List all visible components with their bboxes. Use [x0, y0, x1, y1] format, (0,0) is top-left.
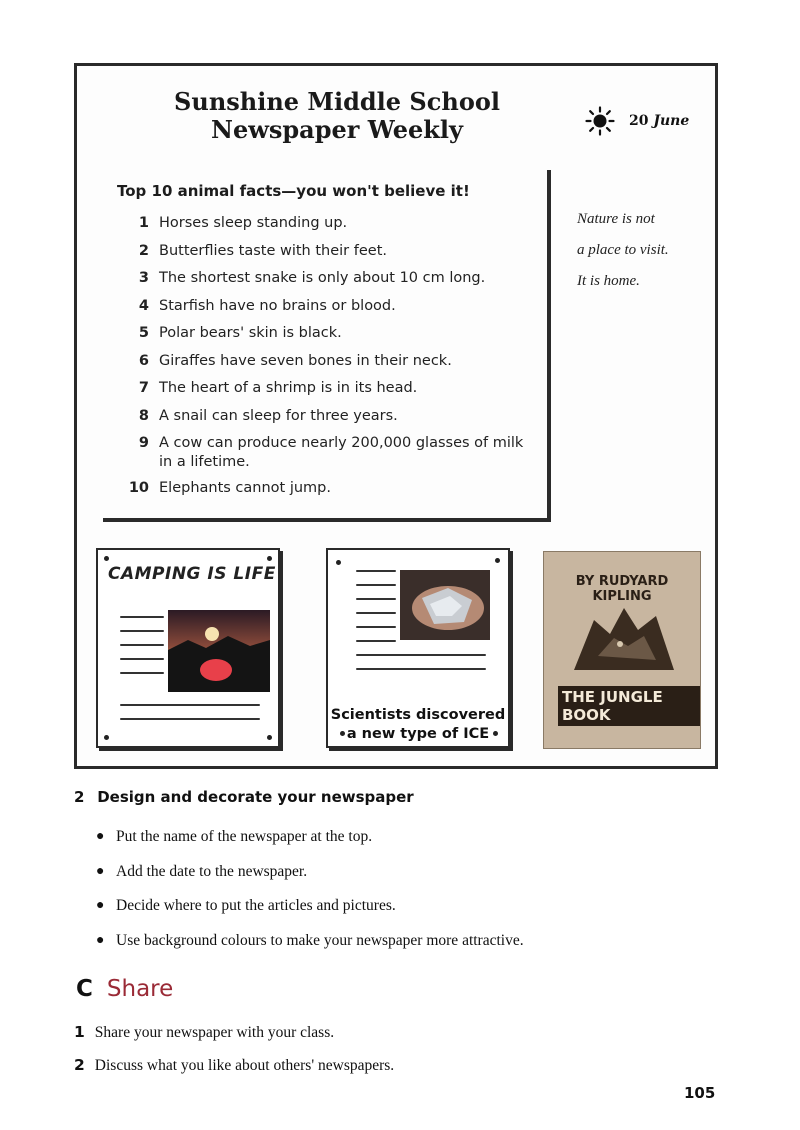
text-placeholder-lines — [120, 704, 260, 732]
page-number: 105 — [684, 1084, 716, 1102]
bullet-icon: ● — [96, 932, 105, 948]
sun-icon — [585, 106, 615, 136]
share-step-number: 1 — [74, 1023, 85, 1041]
fact-item — [117, 430, 539, 475]
fact-item — [117, 210, 539, 238]
quote-line: a place to visit. — [577, 242, 669, 258]
fact-text: Butterflies taste with their feet. — [159, 242, 387, 259]
bullet-item — [96, 889, 524, 924]
fact-item — [117, 348, 539, 376]
ice-caption — [328, 706, 508, 744]
fact-number: 4 — [138, 297, 149, 314]
share-step-text: Share your newspaper with your class. — [94, 1024, 335, 1041]
fact-text: The heart of a shrimp is in its head. — [159, 380, 418, 396]
bullet-icon: ● — [96, 829, 105, 844]
text-placeholder-lines — [356, 570, 396, 654]
share-steps-list — [74, 1016, 394, 1082]
ice-article-card — [326, 548, 510, 748]
share-title: Share — [106, 976, 174, 1002]
fact-number: 9 — [138, 435, 149, 451]
share-step-text: Discuss what you like about others' newspapers. — [94, 1057, 395, 1074]
pin-icon — [336, 560, 341, 565]
bullet-text: Use background colours to make your newspaper more attractive. — [116, 931, 524, 949]
masthead-line-2: Newspaper Weekly — [211, 115, 463, 144]
step-2-heading — [74, 788, 414, 806]
fact-number: 8 — [138, 407, 149, 424]
fact-number: 7 — [138, 380, 149, 396]
fact-text: A cow can produce nearly 200,000 glasses of milk in a lifetime. — [159, 435, 524, 470]
fact-text: Starfish have no brains or blood. — [159, 297, 396, 314]
pin-icon — [104, 556, 109, 561]
fact-number: 3 — [138, 270, 149, 286]
date-month: June — [653, 113, 690, 129]
fact-item — [117, 475, 539, 503]
pin-icon — [267, 556, 272, 561]
text-placeholder-lines — [120, 616, 164, 686]
fact-item — [117, 375, 539, 403]
fact-item — [117, 265, 539, 293]
section-letter: C — [76, 976, 93, 1002]
ice-caption-line-2: a new type of ICE — [346, 726, 490, 742]
fact-text: Elephants cannot jump. — [159, 480, 331, 496]
ice-caption-line-1: Scientists discovered — [330, 707, 506, 723]
text-placeholder-lines — [356, 654, 486, 682]
share-step-number: 2 — [74, 1056, 85, 1074]
bullet-item — [96, 924, 524, 959]
fact-number: 6 — [138, 352, 149, 369]
fact-item — [117, 403, 539, 431]
bullet-icon: ● — [96, 863, 105, 879]
animal-facts-box — [103, 170, 551, 522]
book-title: THE JUNGLE BOOK — [558, 686, 700, 726]
pin-icon — [267, 735, 272, 740]
fact-number: 2 — [138, 242, 149, 259]
share-step — [74, 1016, 394, 1049]
pin-icon — [495, 558, 500, 563]
nature-quote — [577, 204, 707, 297]
date-day: 20 — [629, 113, 649, 129]
step-2-number: 2 — [74, 788, 85, 806]
fact-item — [117, 238, 539, 266]
bullet-icon: ● — [96, 898, 105, 913]
date-text — [629, 113, 689, 129]
masthead-line-1: Sunshine Middle School — [174, 87, 500, 116]
bullet-text: Put the name of the newspaper at the top. — [116, 828, 373, 845]
fact-text: Polar bears' skin is black. — [159, 325, 342, 341]
camping-article-card — [96, 548, 280, 748]
pin-icon — [104, 735, 109, 740]
design-bullet-list — [96, 820, 524, 958]
quote-line: It is home. — [577, 273, 640, 289]
camping-title: CAMPING IS LIFE — [108, 564, 276, 584]
bullet-item — [96, 855, 524, 890]
quote-line: Nature is not — [577, 211, 655, 227]
share-heading — [76, 976, 173, 1002]
bullet-text: Add the date to the newspaper. — [116, 862, 308, 880]
book-author: BY RUDYARD KIPLING — [575, 574, 669, 604]
newspaper-masthead — [77, 88, 597, 144]
jungle-book-cover — [543, 551, 701, 749]
fact-number: 5 — [138, 325, 149, 341]
share-step — [74, 1049, 394, 1082]
bullet-text: Decide where to put the articles and pictures. — [116, 897, 396, 914]
fact-number: 1 — [138, 215, 149, 231]
fact-text: Horses sleep standing up. — [159, 215, 348, 231]
dateline — [585, 106, 689, 136]
fact-text: Giraffes have seven bones in their neck. — [159, 352, 452, 369]
fact-text: The shortest snake is only about 10 cm long. — [159, 270, 486, 286]
wolf-illustration — [564, 600, 684, 680]
sunset-photo — [168, 610, 270, 692]
step-2-title: Design and decorate your newspaper — [97, 788, 414, 806]
bullet-item — [96, 820, 524, 855]
fact-item — [117, 320, 539, 348]
facts-list — [117, 210, 539, 503]
ice-photo — [400, 570, 490, 640]
fact-text: A snail can sleep for three years. — [159, 407, 398, 424]
fact-number: 10 — [128, 480, 149, 496]
fact-item — [117, 293, 539, 321]
facts-title: Top 10 animal facts—you won't believe it! — [117, 182, 470, 200]
